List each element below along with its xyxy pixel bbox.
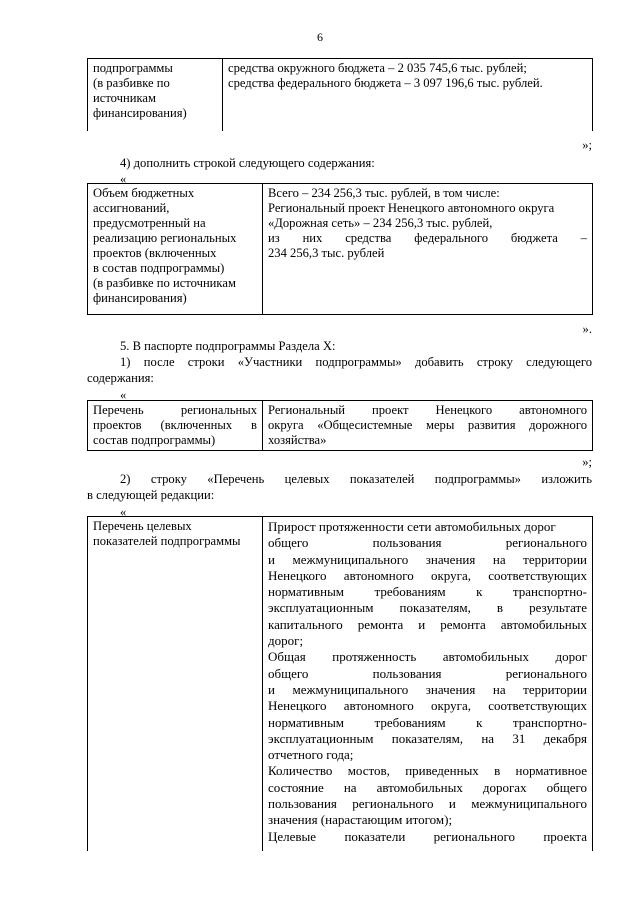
text-line: Целевые показатели регионального проекта	[268, 828, 587, 844]
text-line: источникам	[93, 91, 156, 105]
text-line: Количество мостов, приведенных в нормативное	[268, 763, 587, 779]
table-cell-value	[263, 184, 593, 315]
text-line: округа «Общесистемные меры развития дорожного	[268, 418, 587, 432]
table-cell-label	[88, 184, 263, 315]
table-cell-value	[223, 59, 593, 132]
text-line: Общая протяженность автомобильных дорог	[268, 649, 587, 665]
opening-quote: «	[120, 388, 127, 402]
text-line: из них средства федерального бюджета –	[268, 231, 587, 245]
text-line: Региональный проект Ненецкого автономного	[268, 403, 587, 417]
text-line: отчетного года;	[268, 747, 354, 763]
text-line: Перечень целевых	[93, 519, 192, 533]
text-line: нормативным требованиям к транспортно-	[268, 714, 587, 730]
paragraph-item-4: 4) дополнить строкой следующего содержания:	[120, 156, 375, 170]
text-line: Прирост протяженности сети автомобильных дорог	[268, 519, 556, 534]
text-line: проектов (включенных в	[93, 418, 257, 432]
text-line: (в разбивке по источникам	[93, 276, 236, 290]
text-line: общего пользования регионального	[268, 665, 587, 681]
closing-quote: »;	[582, 138, 592, 152]
text-line: эксплуатационным показателям, в результате	[268, 600, 587, 616]
text-line: ассигнований,	[93, 201, 170, 215]
table-row	[88, 517, 593, 852]
text-line: в состав подпрограммы)	[93, 261, 225, 275]
text-line: общего пользования регионального	[268, 535, 587, 551]
text-line: показателей подпрограммы	[93, 534, 241, 548]
text-line: дорог;	[268, 633, 304, 649]
text-line: капитального ремонта и ремонта автомобильных	[268, 616, 587, 632]
text-line: финансирования)	[93, 106, 187, 120]
text-line: состояние на автомобильных дорогах общего	[268, 779, 587, 795]
text-line: (в разбивке по	[93, 76, 170, 90]
text-line: Ненецкого автономного округа, соответствующих	[268, 567, 587, 583]
table-cell-label	[88, 59, 223, 132]
text-line: и межмуниципального значения на территории	[268, 551, 587, 567]
text-line: Всего – 234 256,3 тыс. рублей, в том числе:	[268, 186, 500, 200]
table-cell-label	[88, 401, 263, 451]
paragraph-item-5: 5. В паспорте подпрограммы Раздела X:	[120, 339, 336, 353]
page-number: 6	[317, 30, 323, 44]
text-line: значения (нарастающим итогом);	[268, 812, 453, 828]
text-line: финансирования)	[93, 291, 187, 305]
text-line: нормативным требованиям к транспортно-	[268, 584, 587, 600]
table-target-indicators	[87, 516, 593, 851]
text-line: состав подпрограммы)	[93, 433, 216, 447]
opening-quote: «	[120, 505, 127, 519]
table-cell-value	[263, 517, 593, 852]
text-line: средства окружного бюджета – 2 035 745,6 тыс. рублей;	[228, 61, 527, 75]
text-line: Региональный проект Ненецкого автономного округа	[268, 201, 555, 215]
text-line: Объем бюджетных	[93, 186, 195, 200]
text-line: реализацию региональных	[93, 231, 237, 245]
paragraph-item-5-1: 1) после строки «Участники подпрограммы» добавить строку следующего	[120, 355, 592, 369]
text-line: проектов (включенных	[93, 246, 217, 260]
closing-quote: »;	[582, 455, 592, 469]
text-line: средства федерального бюджета – 3 097 196,6 тыс. рублей.	[228, 76, 543, 90]
text-line: Ненецкого автономного округа, соответствующих	[268, 698, 587, 714]
paragraph-item-5-2-cont: в следующей редакции:	[87, 488, 215, 502]
table-cell-value	[263, 401, 593, 451]
text-line: хозяйства»	[268, 433, 327, 447]
text-line: Перечень региональных	[93, 403, 257, 417]
text-line: 234 256,3 тыс. рублей	[268, 246, 385, 260]
table-row	[88, 401, 593, 451]
table-row	[88, 184, 593, 315]
text-line: «Дорожная сеть» – 234 256,3 тыс. рублей,	[268, 216, 493, 230]
paragraph-item-5-1-cont: содержания:	[87, 371, 154, 385]
table-budget-allocations	[87, 183, 593, 315]
closing-quote: ».	[582, 322, 592, 336]
table-cell-label	[88, 517, 263, 852]
text-line: пользования регионального и межмуниципального	[268, 796, 587, 812]
opening-quote: «	[120, 172, 127, 186]
table-financing-sources	[87, 58, 593, 131]
text-line: и межмуниципального значения на территории	[268, 681, 587, 697]
table-row	[88, 59, 593, 132]
text-line: предусмотренный на	[93, 216, 206, 230]
table-regional-projects	[87, 400, 593, 451]
text-line: подпрограммы	[93, 61, 173, 75]
paragraph-item-5-2: 2) строку «Перечень целевых показателей подпрограммы» изложить	[120, 472, 592, 486]
text-line: эксплуатационным показателям, на 31 декабря	[268, 730, 587, 746]
